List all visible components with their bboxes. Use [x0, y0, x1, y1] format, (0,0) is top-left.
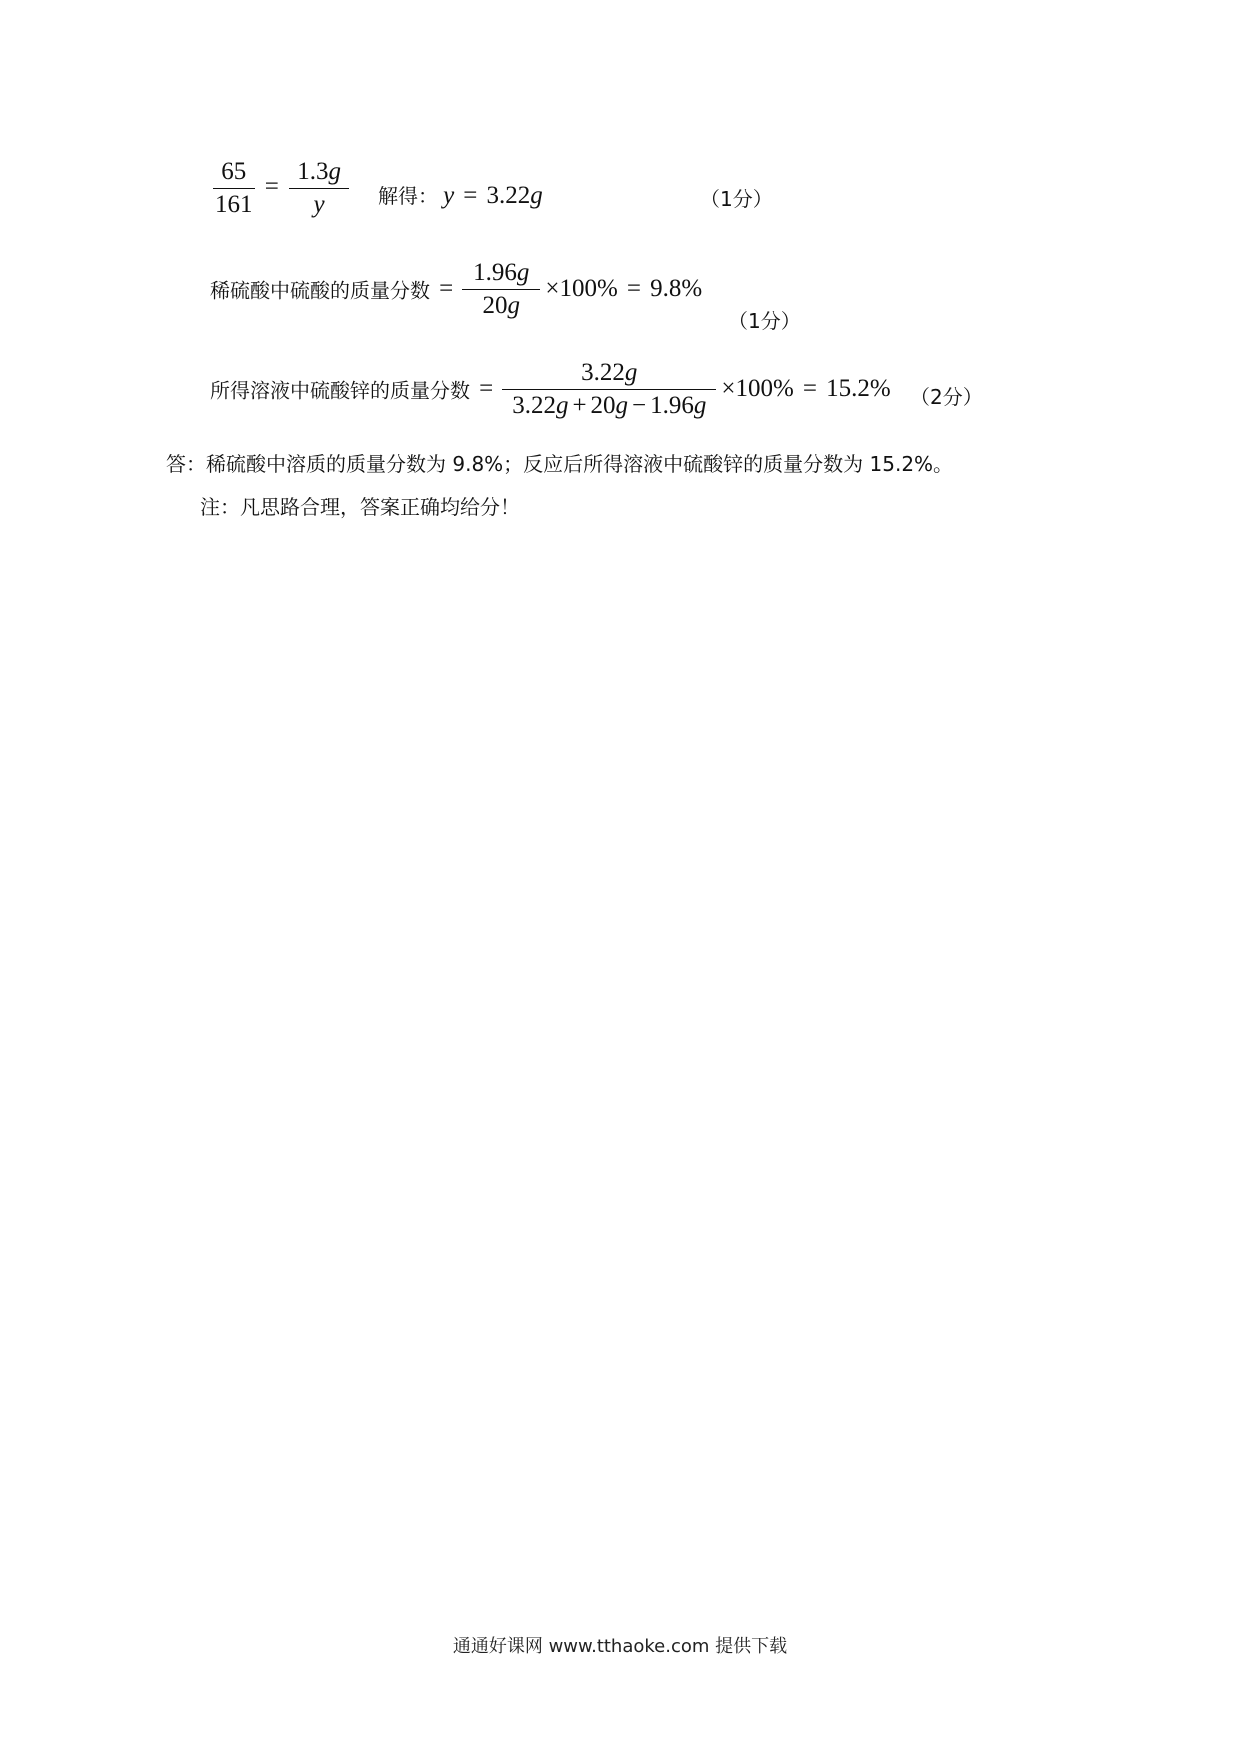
frac-65-161	[213, 158, 255, 218]
acid-fraction-line	[210, 259, 702, 319]
den-term-c: 1.96	[650, 391, 694, 419]
calc-line	[213, 158, 349, 218]
den-term-a: 3.22	[512, 391, 556, 419]
equals-sign: =	[802, 375, 818, 402]
acid-fraction	[462, 259, 540, 319]
gram-unit: g	[615, 391, 629, 419]
den-term-b: 20	[590, 391, 616, 419]
frac-numerator	[471, 259, 531, 289]
hundred-percent: 100%	[735, 375, 794, 402]
zinc-mass-value: 3.22	[581, 359, 625, 386]
equals-sign: =	[439, 275, 454, 302]
final-answer: 答：稀硫酸中溶质的质量分数为 9.8%；反应后所得溶液中硫酸锌的质量分数为 15.2%。	[166, 452, 954, 476]
score-1: （1分）	[700, 187, 773, 211]
equals-sign: =	[264, 172, 279, 200]
solve-value: 3.22	[486, 182, 531, 209]
gram-unit: g	[624, 359, 638, 386]
mass-value: 1.3	[297, 158, 329, 185]
acid-result: 9.8%	[650, 275, 703, 302]
equals-sign: =	[463, 182, 478, 209]
solve-result	[378, 180, 543, 210]
times-sign: ×	[545, 275, 560, 302]
gram-unit: g	[516, 259, 530, 286]
frac-denominator: 161	[213, 188, 255, 219]
score-3: （2分）	[910, 385, 983, 409]
gram-unit: g	[693, 391, 707, 419]
gram-unit: g	[530, 182, 543, 209]
times-sign: ×	[721, 375, 736, 402]
acid-mass-value: 1.96	[473, 259, 517, 286]
zinc-fraction-line	[210, 359, 891, 419]
frac-numerator	[579, 359, 639, 389]
frac-denominator	[502, 389, 716, 420]
acid-label: 稀硫酸中硫酸的质量分数	[210, 278, 430, 303]
plus-sign: +	[572, 391, 587, 419]
solution-mass-value: 20	[482, 291, 508, 319]
zinc-label: 所得溶液中硫酸锌的质量分数	[210, 378, 470, 403]
gram-unit: g	[507, 291, 521, 319]
equals-sign: =	[626, 275, 642, 302]
solve-var: y	[443, 182, 455, 209]
frac-denominator: y	[289, 188, 349, 219]
gram-unit: g	[328, 158, 341, 185]
frac-denominator	[462, 289, 540, 320]
hundred-percent: 100%	[559, 275, 618, 302]
score-2: （1分）	[728, 309, 801, 333]
frac-mass-y	[289, 158, 349, 218]
zinc-result: 15.2%	[826, 375, 891, 402]
frac-numerator: 65	[221, 158, 247, 185]
gram-unit: g	[555, 391, 569, 419]
solve-label: 解得：	[378, 184, 438, 208]
frac-numerator	[295, 158, 343, 188]
page-footer: 通通好课网 www.tthaoke.com 提供下载	[452, 1636, 788, 1657]
zinc-fraction	[502, 359, 716, 419]
equals-sign: =	[479, 375, 494, 402]
minus-sign: −	[632, 391, 647, 419]
grading-note: 注：凡思路合理，答案正确均给分！	[200, 495, 520, 519]
